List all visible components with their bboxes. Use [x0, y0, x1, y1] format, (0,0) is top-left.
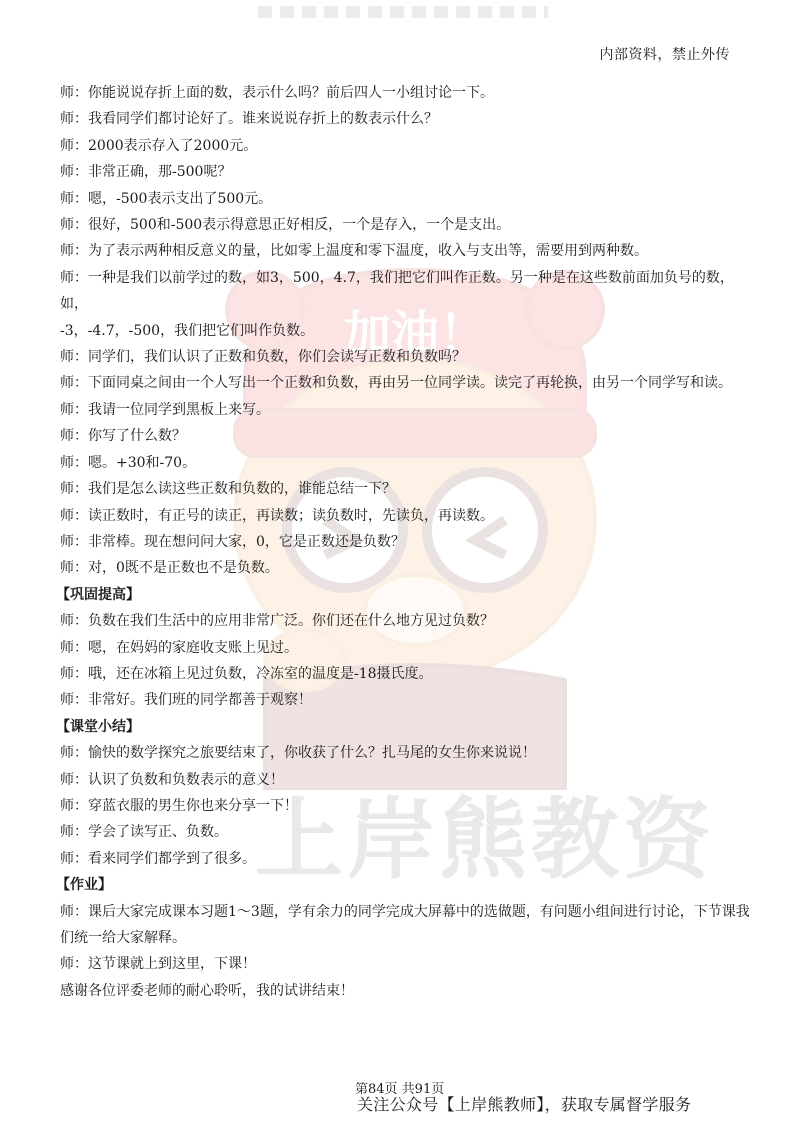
- dialogue-line: 师：愉快的数学探究之旅要结束了，你收获了什么？扎马尾的女生你来说说！: [60, 745, 536, 762]
- dialogue-line: 师：嗯，在妈妈的家庭收支账上见过。: [60, 639, 298, 656]
- dialogue-line: 师：嗯。+30和-70。: [60, 454, 197, 471]
- dialogue-line: 师：为了表示两种相反意义的量，比如零上温度和零下温度，收入与支出等，需要用到两种数。: [60, 243, 648, 260]
- dialogue-line: 师：我们是怎么读这些正数和负数的，谁能总结一下？: [60, 481, 396, 498]
- dialogue-line: 师：2000表示存入了2000元。: [60, 137, 258, 154]
- dialogue-line: 师：我看同学们都讨论好了。谁来说说存折上的数表示什么？: [60, 111, 438, 128]
- dialogue-line: 师：学会了读写正、负数。: [60, 824, 228, 841]
- dialogue-line: 师：我请一位同学到黑板上来写。: [60, 401, 270, 418]
- header-smudge: [258, 6, 548, 18]
- dialogue-line: 师：负数在我们生活中的应用非常广泛。你们还在什么地方见过负数？: [60, 613, 494, 630]
- dialogue-line: 师：认识了负数和负数表示的意义！: [60, 771, 284, 788]
- dialogue-line: -3，-4.7，-500，我们把它们叫作负数。: [60, 322, 315, 339]
- brand-watermark: 上岸熊教资: [255, 788, 716, 891]
- dialogue-line: 感谢各位评委老师的耐心聆听，我的试讲结束！: [60, 982, 354, 999]
- dialogue-line: 师：很好，500和-500表示得意思正好相反，一个是存入，一个是支出。: [60, 217, 511, 234]
- dialogue-line: 师：非常棒。现在想问问大家，0，它是正数还是负数？: [60, 533, 405, 550]
- section-heading: 【课堂小结】: [56, 718, 140, 735]
- section-heading: 【巩固提高】: [56, 586, 140, 603]
- dialogue-line: 师：下面同桌之间由一个人写出一个正数和负数，再由另一位同学读。读完了再轮换，由另一个同学写和读。: [60, 375, 732, 392]
- dialogue-line: 师：一种是我们以前学过的数，如3，500，4.7，我们把它们叫作正数。另一种是在这些数前面加负号的数，如，: [60, 269, 734, 313]
- document-body: [56, 80, 750, 1004]
- dialogue-line: 师：你写了什么数？: [60, 428, 186, 445]
- dialogue-line: 师：哦，还在冰箱上见过负数，冷冻室的温度是-18摄氏度。: [60, 665, 433, 682]
- dialogue-line: 师：对，0既不是正数也不是负数。: [60, 560, 279, 577]
- section-heading: 【作业】: [56, 877, 112, 894]
- dialogue-line: 师：课后大家完成课本习题1～3题，学有余力的同学完成大屏幕中的选做题，有问题小组间进行讨论，下节课我: [60, 903, 750, 920]
- dialogue-line: 师：非常好。我们班的同学都善于观察！: [60, 692, 312, 709]
- dialogue-line: 们统一给大家解释。: [60, 930, 186, 946]
- dialogue-line: 师：穿蓝衣服的男生你也来分享一下！: [60, 797, 298, 814]
- footer-promo: 关注公众号【上岸熊教师】，获取专属督学服务: [357, 1095, 692, 1114]
- mascot-badge-text: 加油！: [342, 306, 488, 362]
- dialogue-line: 师：读正数时，有正号的读正，再读数；读负数时，先读负，再读数。: [60, 507, 494, 524]
- dialogue-line: 师：这节课就上到这里，下课！: [60, 956, 256, 973]
- confidential-notice: 内部资料，禁止外传: [599, 47, 730, 63]
- dialogue-line: 师：你能说说存折上面的数，表示什么吗？前后四人一小组讨论一下。: [60, 85, 494, 101]
- dialogue-line: 师：嗯，-500表示支出了500元。: [60, 190, 273, 207]
- dialogue-line: 师：非常正确，那-500呢？: [60, 164, 232, 181]
- dialogue-line: 师：看来同学们都学到了很多。: [60, 850, 256, 867]
- dialogue-line: 师：同学们，我们认识了正数和负数，你们会读写正数和负数吗？: [60, 349, 466, 366]
- page-number: 第84页 共91页: [355, 1082, 445, 1097]
